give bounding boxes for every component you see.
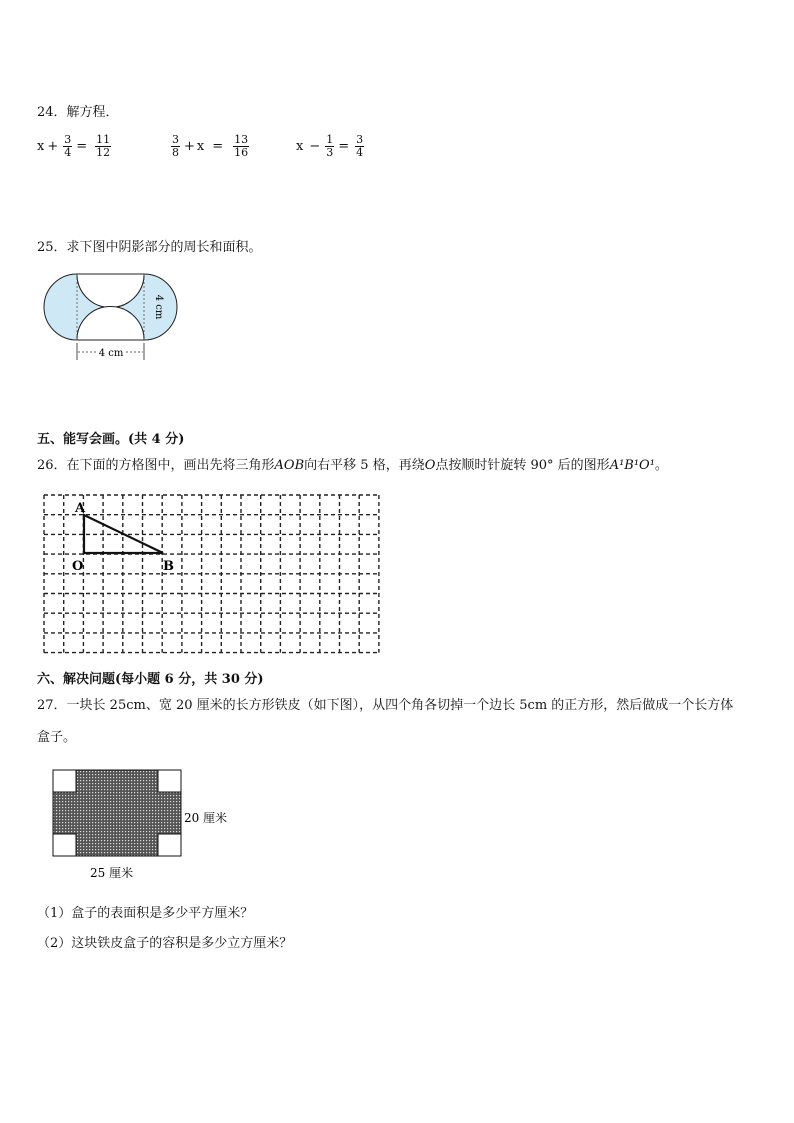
shaded-figure-diagram: [30, 265, 200, 370]
grid-diagram: [40, 490, 384, 656]
q27-line1: 27．一块长 25cm、宽 20 厘米的长方形铁皮（如下图），从四个角各切掉一个边长 5cm 的正方形，然后做成一个长方体: [37, 698, 734, 713]
q26-prefix: 26．在下面的方格图中，画出先将三角形: [37, 458, 275, 473]
width-label: 4 cm: [98, 348, 124, 359]
eq1-fraction-right: $\frac{11}{12}$: [96, 133, 111, 159]
q26-mid1: 向右平移 5 格，再绕: [304, 458, 425, 473]
section-6-title: 六、解决问题(每小题 6 分，共 30 分): [37, 672, 264, 687]
eq2-fraction-right: $\frac{13}{16}$: [234, 133, 249, 159]
q25-title: 25．求下图中阴影部分的周长和面积。: [37, 240, 262, 255]
q26-triangle-name: AOB: [274, 458, 305, 473]
eq3-op: −: [309, 139, 321, 154]
q27-line2: 盒子。: [37, 730, 77, 745]
eq3-equals: =: [338, 139, 350, 154]
q26-point-name: O: [424, 458, 436, 473]
eq3-fraction-right: $\frac{3}{4}$: [356, 133, 364, 159]
dashed-grid: [44, 495, 379, 653]
eq2-fraction-left: $\frac{3}{8}$: [172, 133, 179, 159]
equation-1: [37, 134, 113, 159]
label-b: B: [163, 559, 174, 574]
label-a: A: [75, 501, 86, 516]
q26-end: 。: [654, 458, 668, 473]
sheet-metal-diagram: [50, 768, 250, 886]
q24-title: 24．解方程．: [37, 105, 119, 120]
label-o: O: [72, 559, 84, 574]
eq3-var: x: [296, 139, 304, 154]
corner-square-bl: [53, 834, 76, 856]
q27-sub2: （2）这块铁皮盒子的容积是多少立方厘米？: [37, 936, 293, 951]
width-label: 25 厘米: [90, 866, 134, 880]
corner-square-br: [158, 834, 181, 856]
eq1-fraction-left: $\frac{3}{4}$: [64, 133, 72, 159]
eq1-var: x: [37, 139, 45, 154]
equation-3: [296, 134, 366, 159]
corner-square-tr: [158, 770, 181, 792]
eq2-op: +: [184, 139, 195, 154]
eq1-op: +: [47, 139, 59, 154]
q26-figure-name: A¹B¹O¹: [609, 458, 655, 473]
section-5-title: 五、能写会画。(共 4 分): [37, 432, 185, 447]
height-label: 4 cm: [153, 294, 164, 320]
equation-2: [169, 134, 251, 159]
q27-sub1: （1）盒子的表面积是多少平方厘米？: [37, 906, 254, 921]
eq2-var: x: [196, 139, 205, 154]
eq2-equals: =: [212, 139, 224, 154]
q26-text: [37, 458, 668, 474]
eq1-equals: =: [76, 139, 88, 154]
height-label: 20 厘米: [184, 811, 228, 825]
eq3-fraction-left: $\frac{1}{3}$: [326, 133, 334, 159]
q26-mid2: 点按顺时针旋转 90° 后的图形: [435, 458, 610, 473]
corner-square-tl: [53, 770, 76, 792]
